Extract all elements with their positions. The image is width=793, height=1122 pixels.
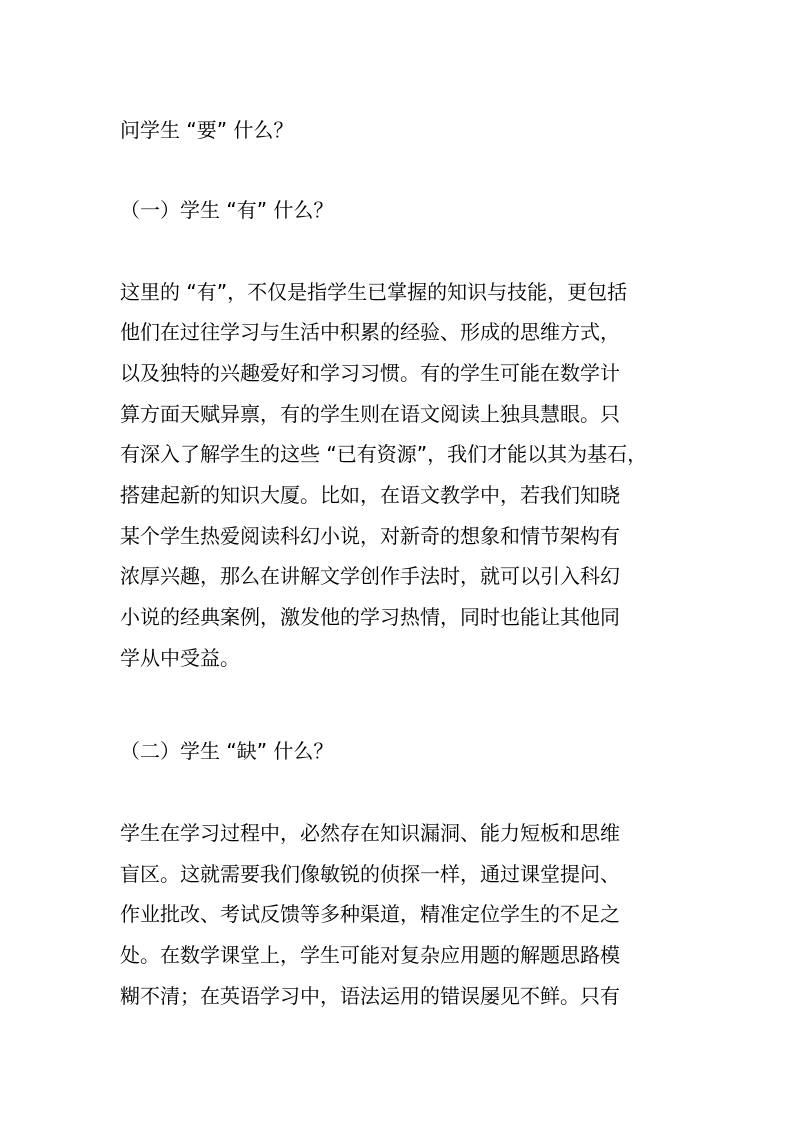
paragraph-line: 这里的 “有”，不仅是指学生已掌握的知识与技能，更包括 [120, 280, 628, 304]
paragraph-line: 算方面天赋异禀，有的学生则在语文阅读上独具慧眼。只 [120, 402, 620, 426]
paragraph-line: 盲区。这就需要我们像敏锐的侦探一样，通过课堂提问、 [120, 862, 620, 886]
paragraph-line: 糊不清；在英语学习中，语法运用的错误屡见不鲜。只有 [120, 984, 620, 1008]
section-heading-you: （一）学生 “有” 什么？ [120, 198, 334, 222]
paragraph-line: 以及独特的兴趣爱好和学习习惯。有的学生可能在数学计 [120, 361, 620, 385]
paragraph-line: 学从中受益。 [120, 646, 240, 670]
paragraph-line: 处。在数学课堂上，学生可能对复杂应用题的解题思路模 [120, 943, 620, 967]
paragraph-line: 作业批改、考试反馈等多种渠道，精准定位学生的不足之 [120, 902, 620, 926]
paragraph-line: 某个学生热爱阅读科幻小说，对新奇的想象和情节架构有 [120, 524, 620, 548]
paragraph-line: 浓厚兴趣，那么在讲解文学创作手法时，就可以引入科幻 [120, 564, 620, 588]
paragraph-line: 有深入了解学生的这些 “已有资源”，我们才能以其为基石， [120, 442, 648, 466]
paragraph-line: 他们在过往学习与生活中积累的经验、形成的思维方式， [120, 320, 620, 344]
paragraph-line: 小说的经典案例，激发他的学习热情，同时也能让其他同 [120, 605, 620, 629]
paragraph-line: 搭建起新的知识大厦。比如，在语文教学中，若我们知晓 [120, 483, 620, 507]
section-heading-que: （二）学生 “缺” 什么？ [120, 739, 334, 763]
document-title: 问学生 “要” 什么？ [120, 118, 294, 142]
paragraph-line: 学生在学习过程中，必然存在知识漏洞、能力短板和思维 [120, 821, 620, 845]
